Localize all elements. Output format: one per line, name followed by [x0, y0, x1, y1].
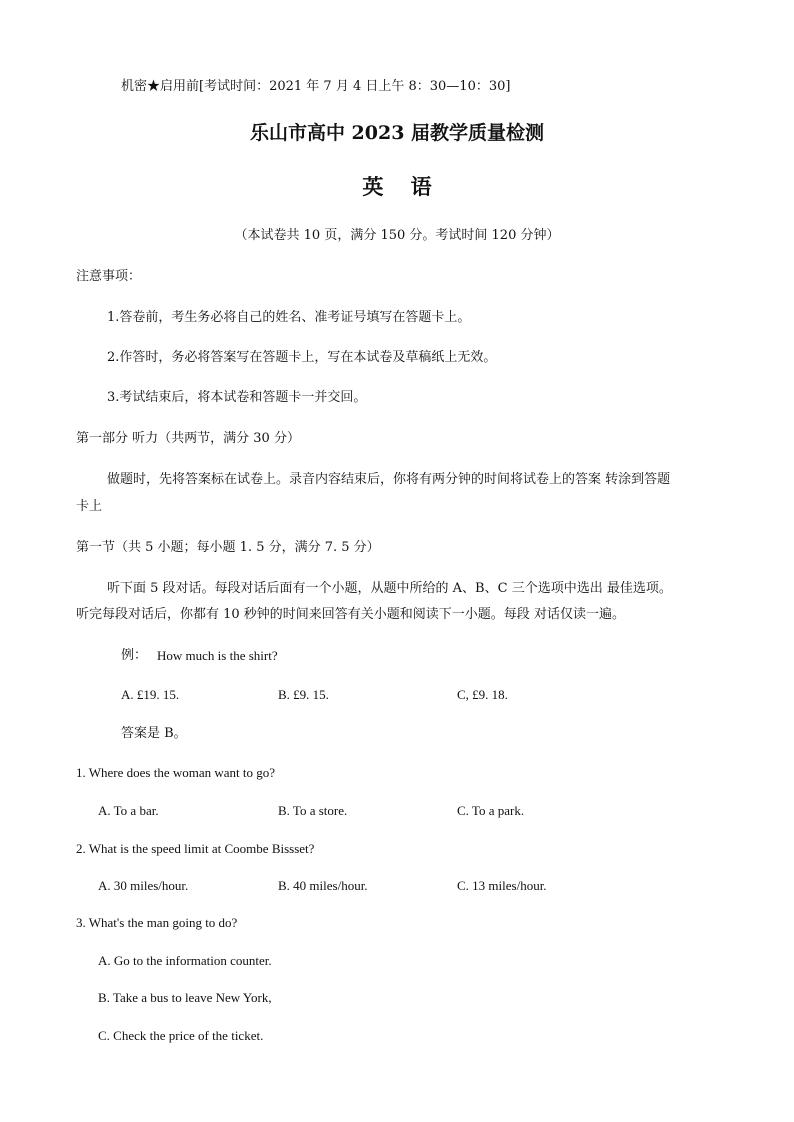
- question-2-option-c: C. 13 miles/hour.: [457, 878, 547, 893]
- section1-heading: 第一节（共 5 小题；每小题 1. 5 分，满分 7. 5 分）: [76, 540, 380, 555]
- subject-title: 英 语: [362, 174, 442, 199]
- question-1-option-a: A. To a bar.: [98, 803, 159, 818]
- section1-instruction-line1: 听下面 5 段对话。每段对话后面有一个小题，从题中所给的 A、B、C 三个选项中选出 最佳选项。: [107, 581, 672, 596]
- question-3-option-c: C. Check the price of the ticket.: [98, 1028, 264, 1043]
- question-1-option-b: B. To a store.: [278, 803, 348, 818]
- part1-instruction-line2: 卡上: [76, 499, 103, 514]
- exam-info: （本试卷共 10 页，满分 150 分。考试时间 120 分钟）: [234, 228, 560, 243]
- example-option-a: A. £19. 15.: [121, 687, 180, 702]
- section1-instruction-line2: 听完每段对话后，你都有 10 秒钟的时间来回答有关小题和阅读下一小题。每段 对话仅读一遍。: [76, 607, 625, 622]
- example-option-c: C, £9. 18.: [457, 687, 508, 702]
- part1-instruction-line1: 做题时，先将答案标在试卷上。录音内容结束后，你将有两分钟的时间将试卷上的答案 转涂到答题: [107, 472, 671, 487]
- notice-heading: 注意事项：: [76, 269, 142, 284]
- question-1-stem: 1. Where does the woman want to go?: [76, 765, 276, 780]
- example-label: 例：: [121, 648, 148, 663]
- notice-item-1: 1.答卷前，考生务必将自己的姓名、准考证号填写在答题卡上。: [107, 310, 471, 325]
- notice-item-3: 3.考试结束后，将本试卷和答题卡一并交回。: [107, 390, 367, 405]
- part1-heading: 第一部分 听力（共两节，满分 30 分）: [76, 431, 300, 446]
- question-2-option-a: A. 30 miles/hour.: [98, 878, 189, 893]
- example-option-b: B. £9. 15.: [278, 687, 329, 702]
- question-2-stem: 2. What is the speed limit at Coombe Bissset?: [76, 841, 315, 856]
- question-3-option-b: B. Take a bus to leave New York,: [98, 990, 272, 1005]
- question-2-option-b: B. 40 miles/hour.: [278, 878, 368, 893]
- example-answer: 答案是 B。: [121, 726, 187, 741]
- question-3-option-a: A. Go to the information counter.: [98, 953, 272, 968]
- question-3-stem: 3. What's the man going to do?: [76, 915, 238, 930]
- confidential-header-note: 机密★启用前[考试时间：2021 年 7 月 4 日上午 8：30—10：30]: [121, 79, 511, 94]
- exam-title: 乐山市高中 2023 届教学质量检测: [249, 122, 545, 144]
- question-1-option-c: C. To a park.: [457, 803, 525, 818]
- example-question: How much is the shirt?: [157, 648, 278, 663]
- notice-item-2: 2.作答时，务必将答案写在答题卡上，写在本试卷及草稿纸上无效。: [107, 350, 497, 365]
